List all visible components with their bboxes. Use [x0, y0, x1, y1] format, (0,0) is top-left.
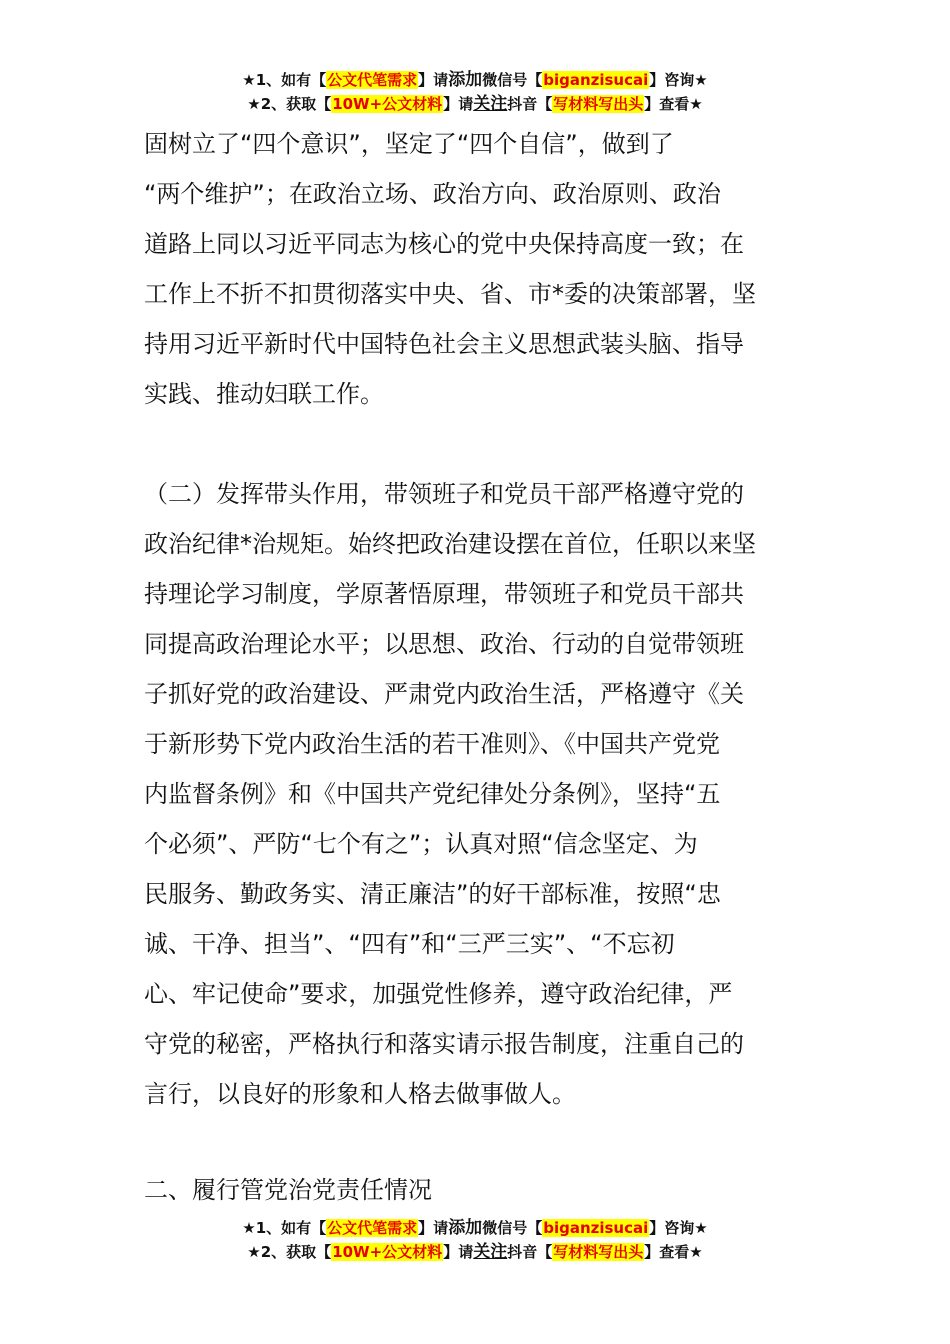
paragraph-1 — [144, 119, 809, 419]
text-line: 内监督条例》和《中国共产党纪律处分条例》，坚持“五 — [144, 780, 721, 808]
section-heading: 二、履行管党治党责任情况 — [144, 1176, 432, 1204]
text-line: “两个维护”；在政治立场、政治方向、政治原则、政治 — [144, 180, 721, 208]
banner-line-2: ★2、获取【10W+公文材料】请关注抖音【写材料写出头】查看★ — [247, 1242, 703, 1262]
highlight-wechat-id: biganzisucai — [543, 71, 649, 89]
text-line: 子抓好党的政治建设、严肃党内政治生活，严格遵守《关 — [144, 680, 744, 708]
paragraph-2 — [144, 469, 809, 1119]
text-line: 诚、干净、担当”、“四有”和“三严三实”、“不忘初 — [144, 930, 675, 958]
text-line: 实践、推动妇联工作。 — [144, 380, 384, 408]
text-line: 同提高政治理论水平；以思想、政治、行动的自觉带领班 — [144, 630, 744, 658]
text-line: （二）发挥带头作用，带领班子和党员干部严格遵守党的 — [144, 480, 744, 508]
text-line: 道路上同以习近平同志为核心的党中央保持高度一致；在 — [144, 230, 744, 258]
banner-line-2: ★2、获取【10W+公文材料】请关注抖音【写材料写出头】查看★ — [247, 94, 703, 114]
text-line: 政治纪律*治规矩。始终把政治建设摆在首位，任职以来坚 — [144, 530, 756, 558]
highlight-douyin-account: 写材料写出头 — [553, 1243, 644, 1261]
highlight-materials: 10W+公文材料 — [332, 95, 443, 113]
text-line: 个必须”、严防“七个有之”；认真对照“信念坚定、为 — [144, 830, 698, 858]
text-line: 持用习近平新时代中国特色社会主义思想武装头脑、指导 — [144, 330, 744, 358]
text-line: 持理论学习制度，学原著悟原理，带领班子和党员干部共 — [144, 580, 744, 608]
text-line: 守党的秘密，严格执行和落实请示报告制度，注重自己的 — [144, 1030, 744, 1058]
text-line: 于新形势下党内政治生活的若干准则》、《中国共产党党 — [144, 730, 720, 758]
highlight-douyin-account: 写材料写出头 — [553, 95, 644, 113]
text-line: 工作上不折不扣贯彻落实中央、省、市*委的决策部署，坚 — [144, 280, 756, 308]
banner-line-1: ★1、如有【公文代笔需求】请添加微信号【biganzisucai】咨询★ — [242, 1218, 708, 1238]
text-line: 固树立了“四个意识”，坚定了“四个自信”，做到了 — [144, 130, 674, 158]
highlight-service: 公文代笔需求 — [327, 71, 418, 89]
footer-banner — [0, 1216, 950, 1264]
banner-line-1: ★1、如有【公文代笔需求】请添加微信号【biganzisucai】咨询★ — [242, 70, 708, 90]
highlight-service: 公文代笔需求 — [327, 1219, 418, 1237]
highlight-materials: 10W+公文材料 — [332, 1243, 443, 1261]
highlight-wechat-id: biganzisucai — [543, 1219, 649, 1237]
header-banner — [0, 68, 950, 116]
text-line: 心、牢记使命”要求，加强党性修养，遵守政治纪律，严 — [144, 980, 733, 1008]
text-line: 民服务、勤政务实、清正廉洁”的好干部标准，按照“忠 — [144, 880, 721, 908]
text-line: 言行，以良好的形象和人格去做事做人。 — [144, 1080, 576, 1108]
